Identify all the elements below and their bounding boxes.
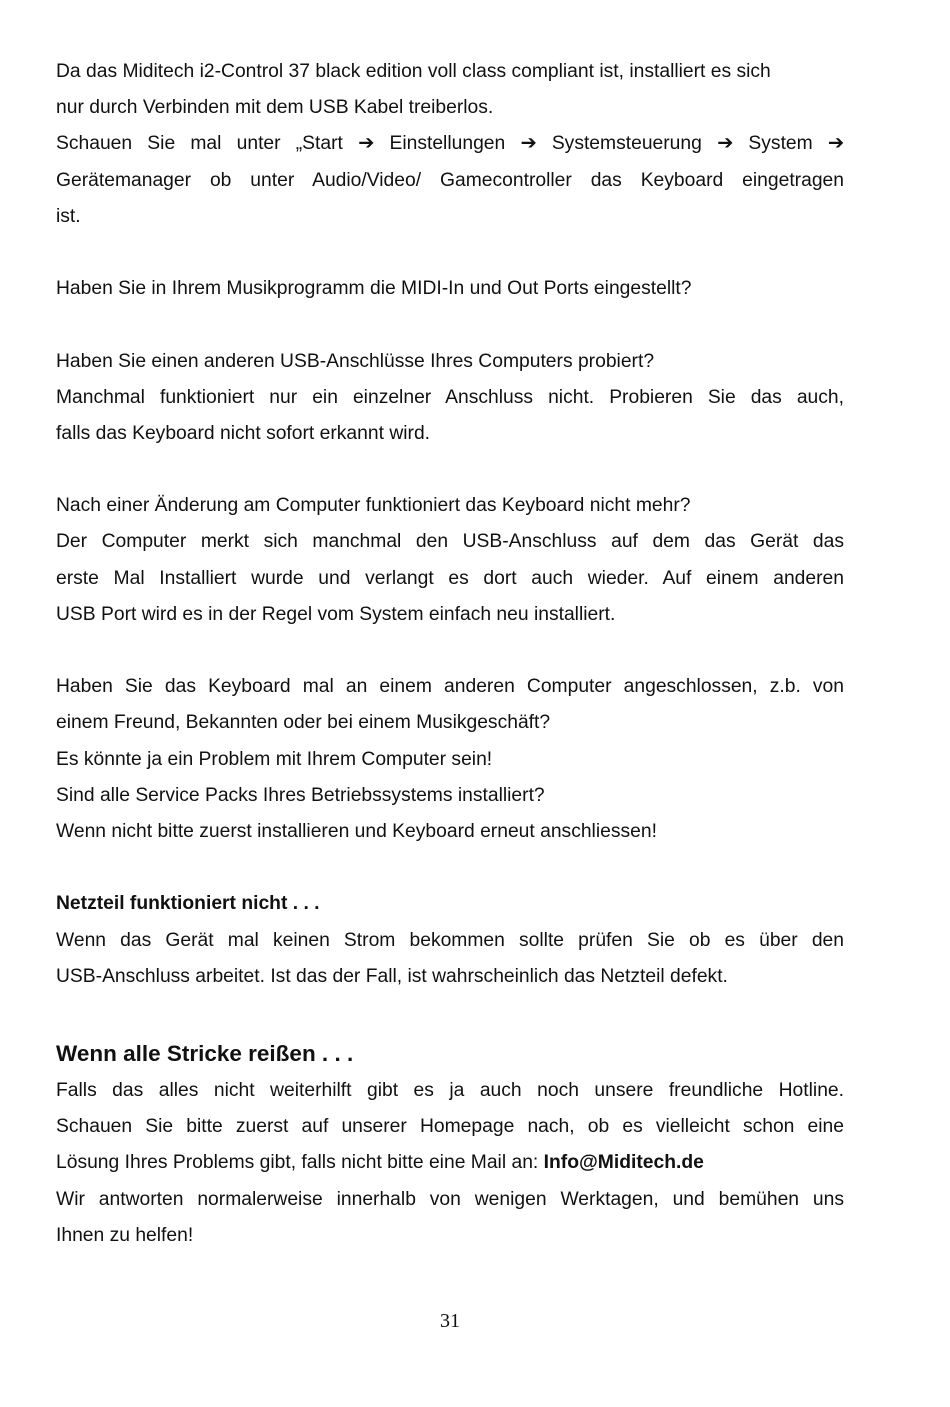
paragraph-gap <box>56 995 844 1031</box>
mail-text: Lösung Ihres Problems gibt, falls nicht bitte eine Mail an: <box>56 1152 539 1174</box>
paragraph-line: erste Mal Installiert wurde und verlangt es dort auch wieder. Auf einem anderen <box>56 567 844 589</box>
paragraph-line: Es könnte ja ein Problem mit Ihrem Computer sein! <box>56 748 493 770</box>
paragraph-line: Haben Sie in Ihrem Musikprogramm die MIDI-In und Out Ports eingestellt? <box>56 278 692 300</box>
arrow-right-icon: ➔ <box>520 133 537 155</box>
section-power-supply <box>56 886 844 995</box>
path-step: Einstellungen <box>389 133 506 155</box>
path-step: System <box>748 133 813 155</box>
paragraph-gap <box>56 850 844 886</box>
path-step: Systemsteuerung <box>551 133 702 155</box>
arrow-right-icon: ➔ <box>358 133 375 155</box>
document-body <box>56 54 844 1254</box>
paragraph-gap <box>56 235 844 271</box>
paragraph-gap <box>56 307 844 343</box>
section-heading: Wenn alle Stricke reißen . . . <box>56 1041 354 1067</box>
paragraph-line: Haben Sie das Keyboard mal an einem anderen Computer angeschlossen, z.b. von <box>56 676 844 698</box>
paragraph-line: Haben Sie einen anderen USB-Anschlüsse Ihres Computers probiert? <box>56 350 655 372</box>
settings-path-line <box>56 126 844 162</box>
section-last-resort <box>56 1035 844 1254</box>
section-computer-change <box>56 488 844 633</box>
mail-line <box>56 1145 844 1181</box>
paragraph-line: Wenn das Gerät mal keinen Strom bekommen sollte prüfen Sie ob es über den <box>56 929 844 951</box>
support-email: Info@Miditech.de <box>543 1152 704 1174</box>
paragraph-gap <box>56 452 844 488</box>
paragraph-line: Manchmal funktioniert nur ein einzelner Anschluss nicht. Probieren Sie das auch, <box>56 386 844 408</box>
paragraph-line: Wir antworten normalerweise innerhalb von wenigen Werktagen, und bemühen uns <box>56 1188 844 1210</box>
paragraph-line: Sind alle Service Packs Ihres Betriebssystems installiert? <box>56 784 545 806</box>
section-midi-ports <box>56 271 844 307</box>
page-number: 31 <box>440 1310 460 1332</box>
arrow-right-icon: ➔ <box>827 133 845 155</box>
paragraph-line: einem Freund, Bekannten oder bei einem Musikgeschäft? <box>56 712 551 734</box>
paragraph-line: USB Port wird es in der Regel vom System einfach neu installiert. <box>56 603 616 625</box>
paragraph-line: ist. <box>56 205 81 227</box>
paragraph-line: Ihnen zu helfen! <box>56 1224 194 1246</box>
section-subheading: Netzteil funktioniert nicht . . . <box>56 893 320 915</box>
paragraph-line: Falls das alles nicht weiterhilft gibt es ja auch noch unsere freundliche Hotline. <box>56 1080 844 1102</box>
paragraph-line: Gerätemanager ob unter Audio/Video/ Gamecontroller das Keyboard eingetragen <box>56 169 844 191</box>
paragraph-line: Da das Miditech i2-Control 37 black edition voll class compliant ist, installiert es sich <box>56 61 771 82</box>
arrow-right-icon: ➔ <box>717 133 734 155</box>
section-installation <box>56 54 844 235</box>
paragraph-line: Wenn nicht bitte zuerst installieren und Keyboard erneut anschliessen! <box>56 820 657 842</box>
section-other-computer <box>56 669 844 850</box>
section-usb-ports <box>56 344 844 453</box>
paragraph-gap <box>56 633 844 669</box>
path-start: Schauen Sie mal unter „Start <box>56 133 343 155</box>
paragraph-line: nur durch Verbinden mit dem USB Kabel treiberlos. <box>56 97 494 119</box>
paragraph-line: Schauen Sie bitte zuerst auf unserer Homepage nach, ob es vielleicht schon eine <box>56 1116 844 1138</box>
paragraph-line: Nach einer Änderung am Computer funktioniert das Keyboard nicht mehr? <box>56 495 691 517</box>
paragraph-line: falls das Keyboard nicht sofort erkannt wird. <box>56 422 431 444</box>
paragraph-line: USB-Anschluss arbeitet. Ist das der Fall, ist wahrscheinlich das Netzteil defekt. <box>56 965 728 987</box>
paragraph-line: Der Computer merkt sich manchmal den USB-Anschluss auf dem das Gerät das <box>56 531 844 553</box>
